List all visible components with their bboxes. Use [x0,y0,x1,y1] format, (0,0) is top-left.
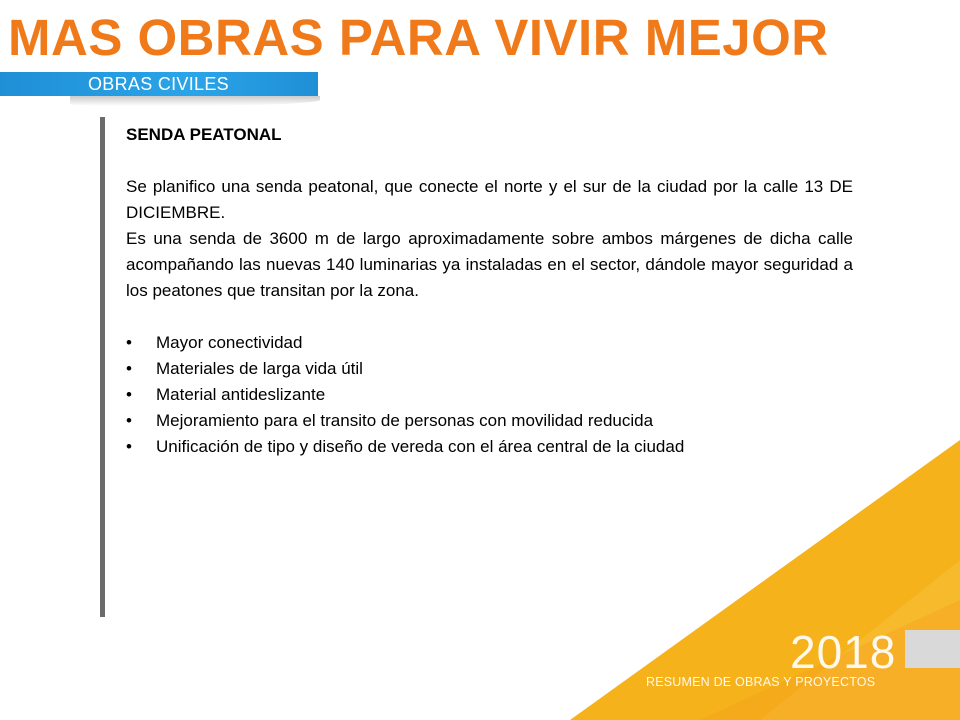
list-item-text: Mayor conectividad [156,333,303,352]
content-heading: SENDA PEATONAL [126,125,282,144]
bullet-icon: • [126,333,132,352]
bullet-icon: • [126,359,132,378]
list-item-text: Unificación de tipo y diseño de vereda con el área central de la ciudad [156,437,685,456]
section-subtitle: OBRAS CIVILES [88,74,229,94]
paragraph-2: Es una senda de 3600 m de largo aproximadamente sobre ambos márgenes de dicha calle acompañando las nuevas 140 luminarias ya instaladas en el sector, dándole mayor seguridad a los peatones que transitan por la zona. [126,229,853,300]
page-title: MAS OBRAS PARA VIVIR MEJOR [8,9,829,66]
list-item-text: Materiales de larga vida útil [156,359,363,378]
footer-year: 2018 [790,626,897,678]
paragraph-1: Se planifico una senda peatonal, que conecte el norte y el sur de la ciudad por la calle 13 DE DICIEMBRE. [126,177,853,222]
list-item-text: Mejoramiento para el transito de personas con movilidad reducida [156,411,654,430]
list-item-text: Material antideslizante [156,385,326,404]
footer-caption: RESUMEN DE OBRAS Y PROYECTOS [646,675,876,689]
grey-accent-block [905,630,960,668]
bullet-icon: • [126,411,132,430]
bullet-icon: • [126,437,132,456]
bullet-icon: • [126,385,132,404]
